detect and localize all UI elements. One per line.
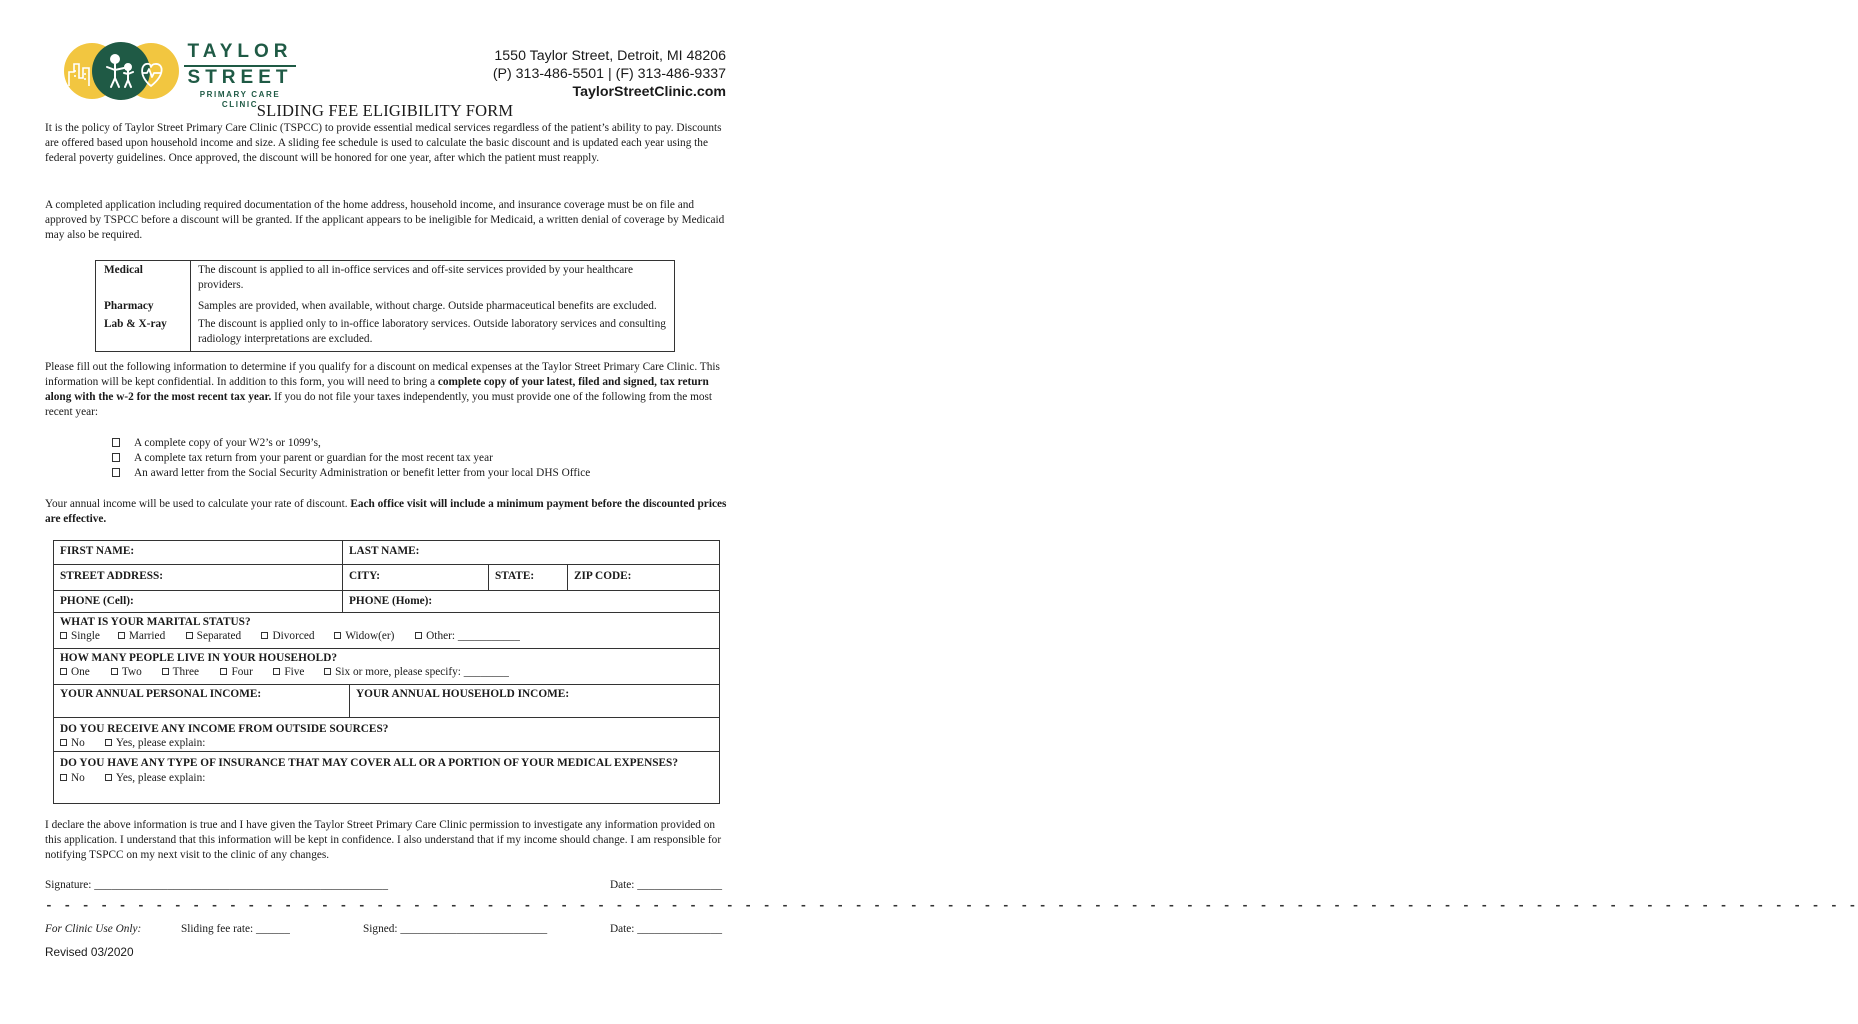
policy-paragraph: It is the policy of Taylor Street Primary Care Clinic (TSPCC) to provide essential medical services regardless of the patient’s ability to pay. Discounts are offered based upon household income and size. A sliding fee schedule is used to calculate the basic discount and is updated each year using the federal poverty guidelines. Once approved, the discount will be honored for one year, after which the patient must reapply. (45, 122, 722, 164)
list-item-text: A complete copy of your W2’s or 1099’s, (134, 437, 321, 449)
city-field[interactable]: CITY: (342, 565, 488, 590)
income-bold-text: Each office visit will include a minimum payment before the discounted prices are effective. (45, 498, 727, 525)
service-description: The discount is applied to all in-office services and off-site services provided by your healthcare providers. (198, 264, 633, 291)
outside-income-question: DO YOU RECEIVE ANY INCOME FROM OUTSIDE SOURCES? (60, 723, 389, 735)
option-label: Six or more, please specify: ________ (335, 666, 509, 678)
option-label: One (71, 666, 90, 678)
option-no[interactable] (60, 771, 102, 786)
option-label: Married (128, 630, 166, 642)
option-label: Yes, please explain: (115, 737, 206, 749)
option-five[interactable] (273, 665, 321, 680)
checkbox-icon[interactable] (60, 774, 67, 781)
name-row (54, 541, 719, 564)
checkbox-icon[interactable] (220, 668, 227, 675)
services-row (96, 261, 675, 297)
checkbox-icon[interactable] (105, 739, 112, 746)
checkbox-icon[interactable] (111, 668, 118, 675)
checkbox-icon[interactable] (60, 632, 67, 639)
outside-income-row (54, 717, 719, 751)
option-one[interactable] (60, 665, 108, 680)
option-yes[interactable] (105, 771, 206, 786)
services-row (96, 297, 675, 316)
option-single[interactable] (60, 629, 115, 644)
clinic-phone-fax: (P) 313-486-5501 | (F) 313-486-9337 (492, 66, 726, 82)
service-name: Medical (96, 261, 191, 297)
household-size-question: HOW MANY PEOPLE LIVE IN YOUR HOUSEHOLD? (60, 652, 338, 664)
option-three[interactable] (162, 665, 218, 680)
checkbox-icon[interactable] (324, 668, 331, 675)
insurance-section (54, 752, 719, 803)
income-paragraph (45, 497, 727, 527)
household-size-options (60, 665, 713, 680)
option-label: Single (71, 630, 100, 642)
income-row (54, 684, 719, 717)
street-address-field[interactable]: STREET ADDRESS: (60, 570, 164, 582)
option-label: No (71, 737, 85, 749)
household-income-field[interactable]: YOUR ANNUAL HOUSEHOLD INCOME: (349, 685, 719, 717)
list-item (112, 436, 590, 451)
phone-cell-field[interactable]: PHONE (Cell): (60, 595, 134, 607)
marital-status-section (54, 613, 719, 648)
option-label: Divorced (272, 630, 315, 642)
signature-line (45, 878, 722, 893)
outside-income-section (54, 718, 719, 751)
list-item (112, 466, 590, 481)
clinic-signed-field[interactable]: Signed: __________________________ (363, 923, 548, 935)
checkbox-icon (112, 438, 120, 447)
option-label: Other: ___________ (426, 630, 520, 642)
clinic-use-label: For Clinic Use Only: (45, 923, 142, 935)
logo-wordmark (180, 42, 300, 110)
state-field[interactable]: STATE: (488, 565, 567, 590)
list-item-text: A complete tax return from your parent or guardian for the most recent tax year (134, 452, 493, 464)
option-widower[interactable] (334, 629, 412, 644)
option-married[interactable] (118, 629, 183, 644)
checkbox-icon[interactable] (60, 739, 67, 746)
checkbox-icon[interactable] (273, 668, 280, 675)
option-label: Five (284, 666, 305, 678)
option-label: Yes, please explain: (115, 772, 206, 784)
instructions-text-end: If you do not file your taxes independently, you must provide one of the following from the most recent year: (45, 391, 713, 418)
option-other[interactable] (415, 629, 520, 644)
last-name-field[interactable]: LAST NAME: (342, 541, 719, 564)
option-four[interactable] (220, 665, 270, 680)
income-text: Your annual income will be used to calculate your rate of discount. (45, 498, 351, 510)
option-label: Widow(er) (345, 630, 395, 642)
clinic-logo-icon (63, 42, 181, 100)
checkbox-icon[interactable] (186, 632, 193, 639)
document-list (112, 436, 590, 481)
instructions-paragraph (45, 360, 727, 420)
outside-income-options (60, 736, 713, 751)
requirements-paragraph: A completed application including required documentation of the home address, household income, and insurance coverage must be on file and approved by TSPCC before a discount will be granted. If the applicant appears to be ineligible for Medicaid, a written denial of coverage by Medicaid may also be required. (45, 199, 725, 241)
checkbox-icon (112, 453, 120, 462)
instructions-bold-text: complete copy of your latest, filed and signed, tax return along with the w-2 for the most recent tax year. (45, 376, 709, 403)
logo-line-subtitle: PRIMARY CARE CLINIC (199, 90, 281, 109)
clinic-use-section (45, 922, 722, 937)
service-name: Pharmacy (96, 297, 191, 316)
clinic-logo (63, 41, 303, 109)
sliding-fee-rate-field[interactable]: Sliding fee rate: ______ (181, 923, 290, 935)
form-title: SLIDING FEE ELIGIBILITY FORM (256, 101, 514, 120)
logo-line-street: STREET (187, 67, 293, 88)
marital-status-row (54, 612, 719, 648)
service-description: Samples are provided, when available, without charge. Outside pharmaceutical benefits are excluded. (198, 299, 657, 312)
option-no[interactable] (60, 736, 102, 751)
marital-status-options (60, 629, 713, 644)
checkbox-icon (112, 468, 120, 477)
signature-date-field[interactable]: Date: _______________ (609, 879, 722, 891)
insurance-question: DO YOU HAVE ANY TYPE OF INSURANCE THAT MAY COVER ALL OR A PORTION OF YOUR MEDICAL EXPENSES? (60, 757, 678, 769)
logo-line-taylor: TAYLOR (187, 41, 293, 62)
option-six-or-more[interactable] (324, 665, 509, 680)
phone-row (54, 590, 719, 612)
services-row (96, 315, 675, 351)
services-table (95, 260, 675, 352)
checkbox-icon[interactable] (162, 668, 169, 675)
instructions-text: Please fill out the following information to determine if you qualify for a discount on medical expenses at the Taylor Street Primary Care Clinic. This information will be kept confidential. In addition to this form, you will need to bring a (45, 361, 720, 388)
service-name: Lab & X-ray (96, 315, 191, 351)
declaration-paragraph: I declare the above information is true and I have given the Taylor Street Primary Care Clinic permission to investigate any information provided on this application. I understand that this information will be kept in confidence. I also understand that if my income should change. I am responsible for notifying TSPCC on my next visit to the clinic of any changes. (45, 819, 722, 861)
checkbox-icon[interactable] (261, 632, 268, 639)
option-label: Two (121, 666, 142, 678)
household-size-section (54, 649, 719, 684)
option-label: Separated (196, 630, 242, 642)
option-two[interactable] (111, 665, 159, 680)
checkbox-icon[interactable] (60, 668, 67, 675)
phone-home-field[interactable]: PHONE (Home): (342, 591, 719, 612)
option-label: No (71, 772, 85, 784)
checkbox-icon[interactable] (334, 632, 341, 639)
marital-status-question: WHAT IS YOUR MARITAL STATUS? (60, 616, 251, 628)
option-label: Four (231, 666, 253, 678)
personal-income-field[interactable]: YOUR ANNUAL PERSONAL INCOME: (60, 688, 262, 700)
service-description: The discount is applied only to in-office laboratory services. Outside laboratory services and consulting radiology interpretations are excluded. (198, 318, 666, 345)
contact-block (493, 47, 726, 101)
option-divorced[interactable] (261, 629, 331, 644)
insurance-row (54, 751, 719, 803)
signature-field[interactable]: Signature: ____________________________________________________ (45, 879, 388, 891)
option-label: Three (172, 666, 199, 678)
clinic-date-field[interactable]: Date: _______________ (609, 923, 722, 935)
clinic-website-link[interactable]: TaylorStreetClinic.com (572, 84, 726, 100)
checkbox-icon[interactable] (105, 774, 112, 781)
first-name-field[interactable]: FIRST NAME: (60, 545, 135, 557)
cut-line-divider: - - - - - - - - - - - - - - - - - - - - - - - - - - - - - - - - - - - - - - - - - - - - - - - - - - - - - - - - - - - - - - - - - - - - - - - - - - - - - - - - - - - - - - - - - - - - - - - - - - - (45, 898, 1858, 913)
checkbox-icon[interactable] (415, 632, 422, 639)
insurance-options (60, 771, 713, 786)
household-size-row (54, 648, 719, 684)
checkbox-icon[interactable] (118, 632, 125, 639)
revision-date: Revised 03/2020 (45, 945, 134, 959)
option-separated[interactable] (186, 629, 259, 644)
zip-code-field[interactable]: ZIP CODE: (567, 565, 719, 590)
address-row (54, 564, 719, 590)
list-item (112, 451, 590, 466)
list-item-text: An award letter from the Social Security Administration or benefit letter from your local DHS Office (134, 467, 591, 479)
clinic-address: 1550 Taylor Street, Detroit, MI 48206 (494, 48, 726, 64)
option-yes[interactable] (105, 736, 206, 751)
application-form (53, 540, 720, 804)
